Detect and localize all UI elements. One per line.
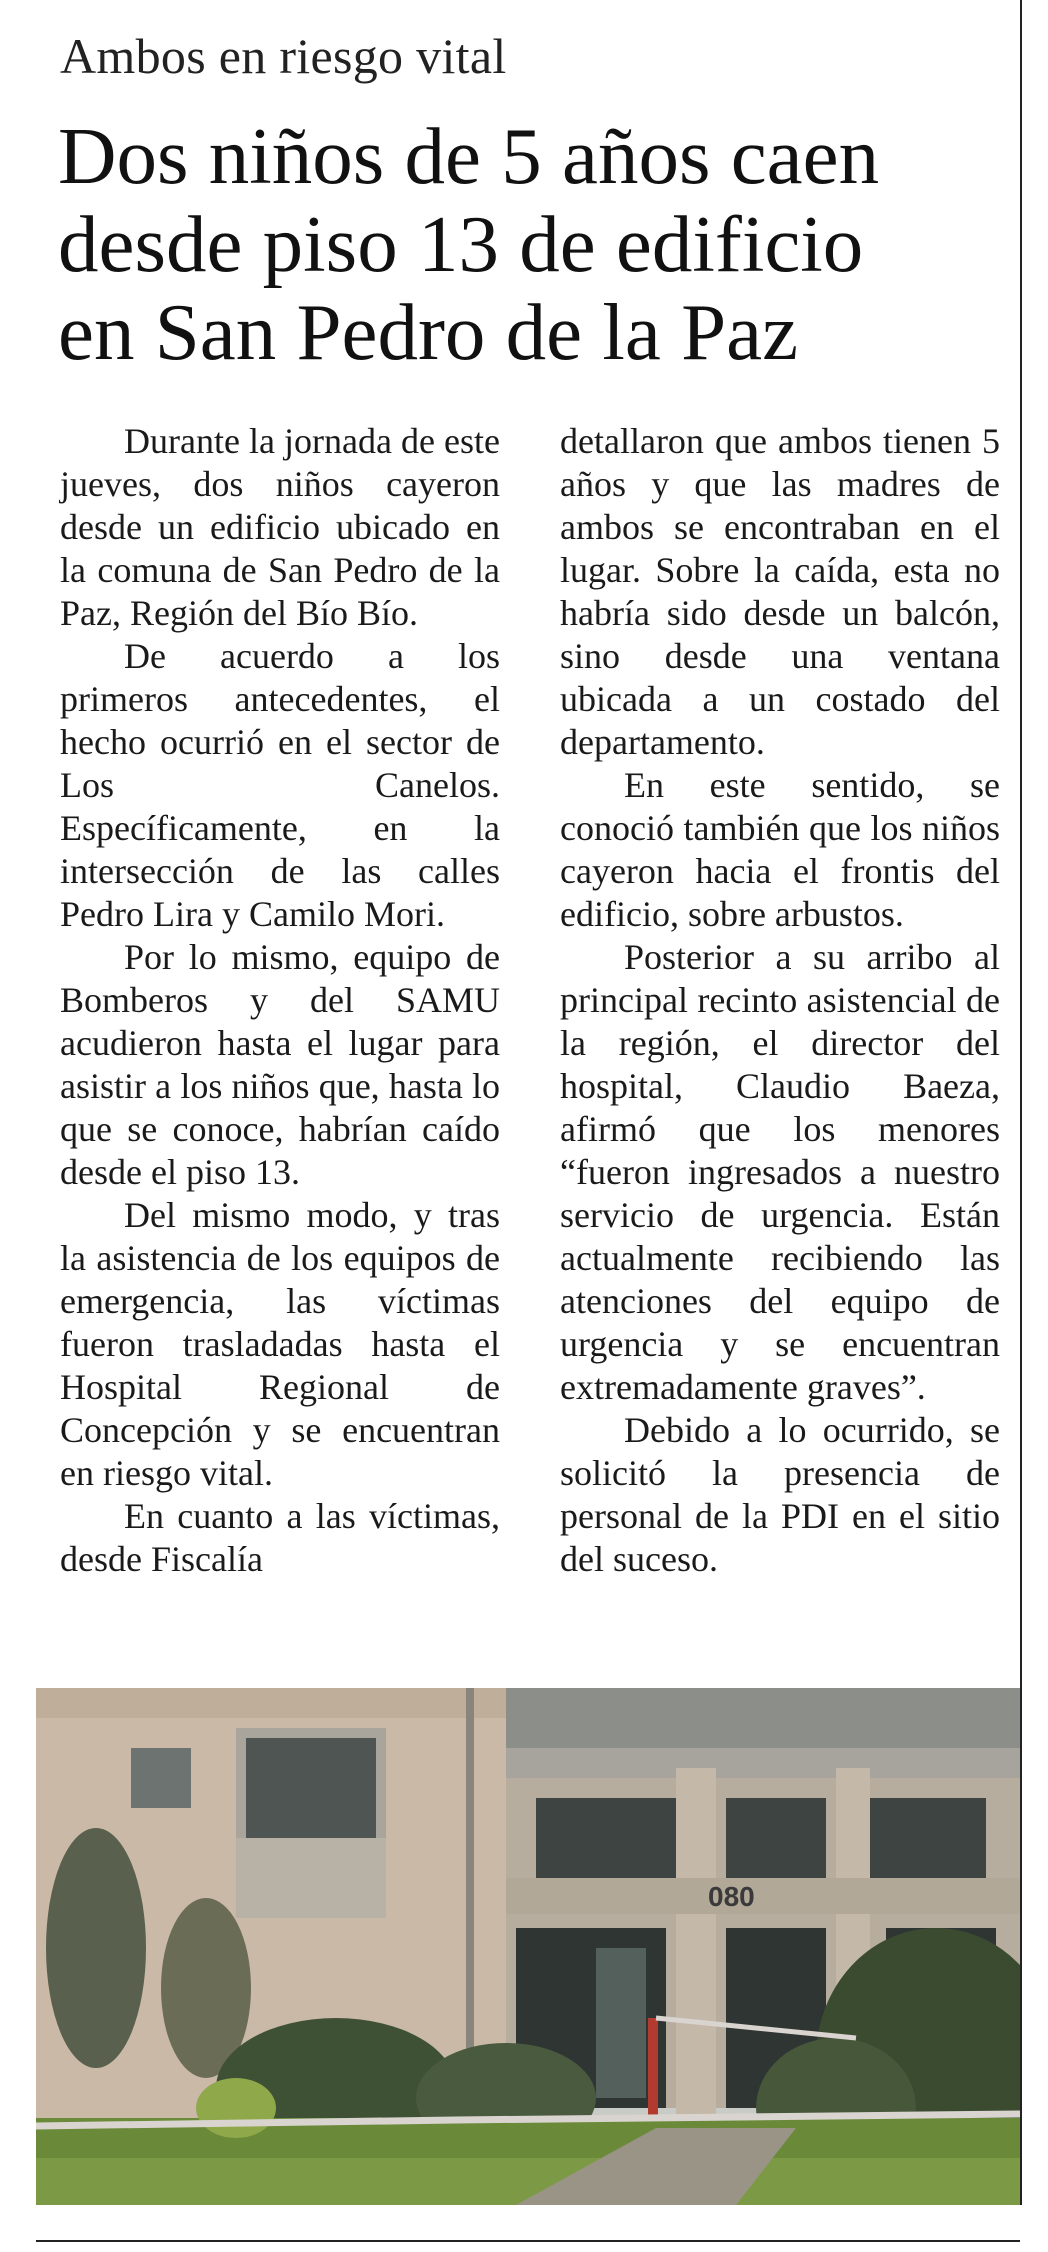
paragraph: Por lo mismo, equipo de Bomberos y del SAMU acudieron hasta el lugar para asistir a los niños que, hasta lo que se conoce, habrían caído desde el piso 13. <box>60 937 500 1192</box>
kicker: Ambos en riesgo vital <box>60 28 507 84</box>
headline <box>58 112 1018 376</box>
paragraph: Debido a lo ocurrido, se solicitó la presencia de personal de la PDI en el sitio del suceso. <box>560 1410 1000 1579</box>
bottom-rule <box>36 2240 1020 2242</box>
paragraph: Del mismo modo, y tras la asistencia de los equipos de emergencia, las víctimas fueron trasladadas hasta el Hospital Regional de Concepción y se encuentran en riesgo vital. <box>60 1195 500 1493</box>
paragraph: De acuerdo a los primeros antecedentes, el hecho ocurrió en el sector de Los Canelos. Específicamente, en la intersección de las calles Pedro Lira y Camilo Mori. <box>60 636 500 934</box>
building-photo <box>36 1688 1020 2205</box>
headline-line-1: Dos niños de 5 años caen <box>58 111 880 201</box>
article-column-left <box>60 420 500 1581</box>
paragraph: Durante la jornada de este jueves, dos niños cayeron desde un edificio ubicado en la comuna de San Pedro de la Paz, Región del Bío Bío. <box>60 421 500 633</box>
article-column-right <box>560 420 1000 1581</box>
headline-line-2: desde piso 13 de edificio <box>58 199 864 289</box>
paragraph: Posterior a su arribo al principal recinto asistencial de la región, el director del hospital, Claudio Baeza, afirmó que los menores “fueron ingresados a nuestro servicio de urgencia. Están actualmente recibiendo las atenciones del equipo de urgencia y se encuentran extremadamente graves”. <box>560 937 1000 1407</box>
paragraph: En cuanto a las víctimas, desde Fiscalía <box>60 1496 500 1579</box>
headline-line-3: en San Pedro de la Paz <box>58 287 799 377</box>
paragraph-continuation: detallaron que ambos tienen 5 años y que las madres de ambos se encontraban en el lugar. Sobre la caída, esta no habría sido desde un balcón, sino desde una ventana ubicada a un costado del departamento. <box>560 421 1000 762</box>
building-number: 080 <box>708 1881 755 1912</box>
right-border-rule <box>1020 0 1022 2205</box>
building-photo-illustration <box>36 1688 1020 2205</box>
paragraph: En este sentido, se conoció también que los niños cayeron hacia el frontis del edificio, sobre arbustos. <box>560 765 1000 934</box>
